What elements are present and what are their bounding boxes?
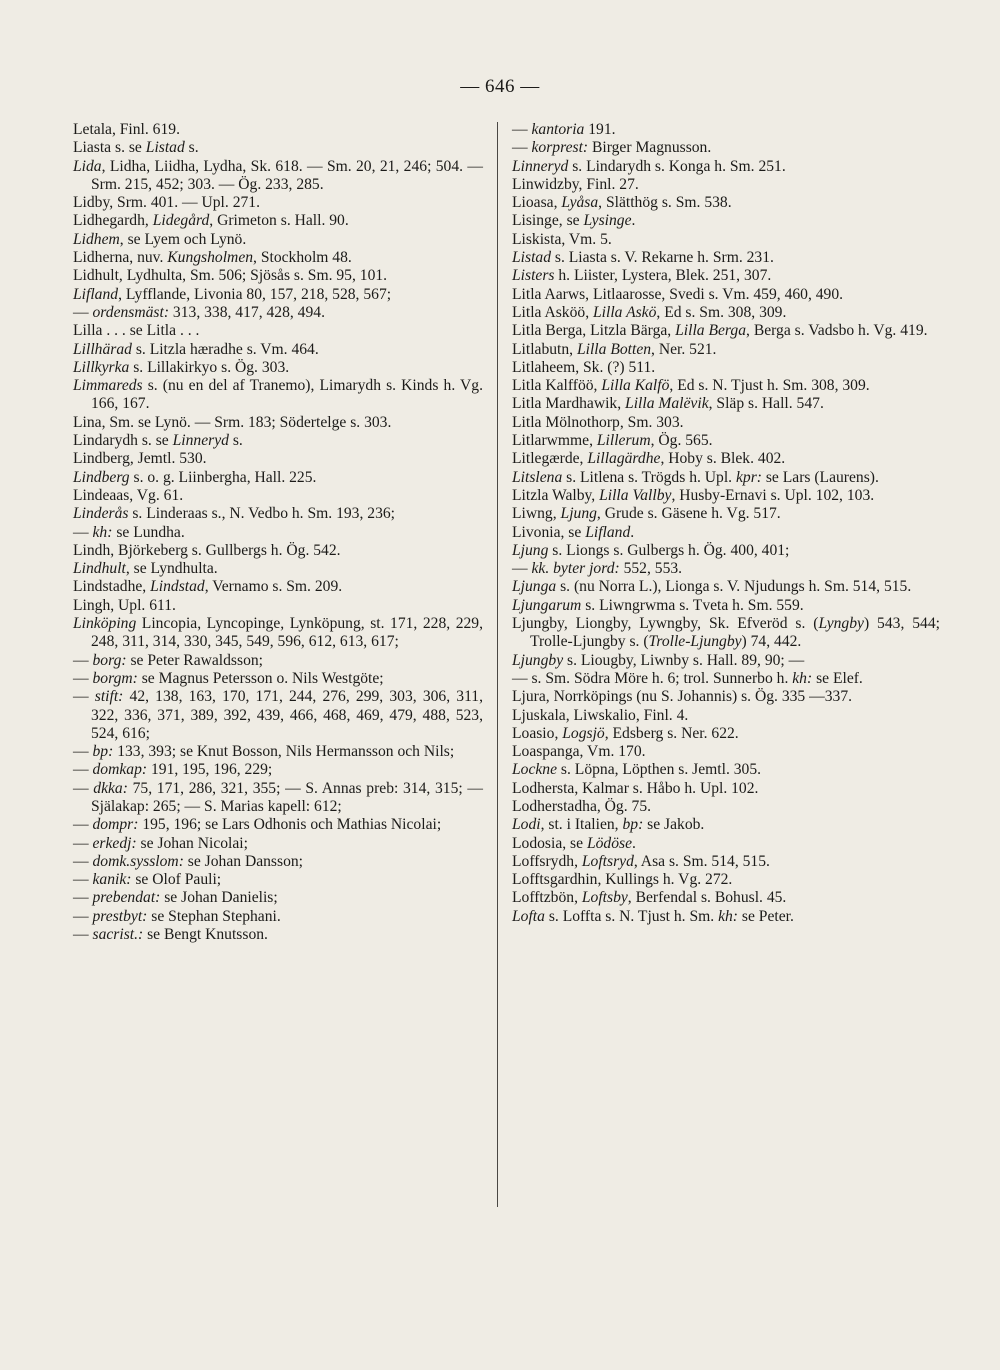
- index-entry: Litla Aarws, Litlaarosse, Svedi s. Vm. 459, 460, 490.: [512, 285, 844, 303]
- index-entry: Lodi, st. i Italien, bp: se Jakob.: [512, 816, 705, 834]
- index-entry: Listers h. Liister, Lystera, Blek. 251, 307.: [512, 267, 772, 285]
- index-entry: Linköping Lincopia, Lyncopinge, Lynköpung, st. 171, 228, 229, 248, 311, 314, 330, 345, 549, 596, 612, 613, 617;: [73, 615, 483, 651]
- index-entry: Lodherstadha, Ög. 75.: [512, 797, 652, 815]
- index-entry: Litla Asköö, Lilla Askö, Ed s. Sm. 308, 309.: [512, 303, 787, 321]
- index-entry: Lioasa, Lyåsa, Slätthög s. Sm. 538.: [512, 194, 732, 212]
- index-entry: Litla Kalfföö, Lilla Kalfö, Ed s. N. Tjust h. Sm. 308, 309.: [512, 377, 870, 395]
- index-entry: — korprest: Birger Magnusson.: [512, 139, 712, 157]
- index-entry: Lidherna, nuv. Kungsholmen, Stockholm 48.: [73, 249, 352, 267]
- index-entry: Lidhegardh, Lidegård, Grimeton s. Hall. 90.: [73, 212, 349, 230]
- index-entry: Ljungby, Liongby, Lywngby, Sk. Efveröd s. (Lyngby) 543, 544; Trolle-Ljungby s. (Trolle-Ljungby) 74, 442.: [512, 615, 940, 651]
- index-entry: Lidhult, Lydhulta, Sm. 506; Sjösås s. Sm. 95, 101.: [73, 267, 388, 285]
- index-entry: Lockne s. Löpna, Löpthen s. Jemtl. 305.: [512, 761, 762, 779]
- index-entry: — s. Sm. Södra Möre h. 6; trol. Sunnerbo h. kh: se Elef.: [512, 669, 863, 687]
- index-entry: — sacrist.: se Bengt Knutsson.: [73, 926, 268, 944]
- index-entry: Ljung s. Liongs s. Gulbergs h. Ög. 400, 401;: [512, 541, 790, 559]
- index-entry: Litslena s. Litlena s. Trögds h. Upl. kpr: se Lars (Laurens).: [512, 468, 879, 486]
- index-entry: Livonia, se Lifland.: [512, 523, 635, 541]
- index-entry: — dompr: 195, 196; se Lars Odhonis och Mathias Nicolai;: [73, 816, 442, 834]
- index-entry: Listad s. Liasta s. V. Rekarne h. Srm. 231.: [512, 249, 774, 267]
- index-entry: Lodhersta, Kalmar s. Håbo h. Upl. 102.: [512, 779, 759, 797]
- index-entry: Liwng, Ljung, Grude s. Gäsene h. Vg. 517.: [512, 505, 781, 523]
- index-entry: Litla Mölnothorp, Sm. 303.: [512, 413, 684, 431]
- index-entry: Liasta s. se Listad s.: [73, 139, 199, 157]
- index-entry: Lodosia, se Lödöse.: [512, 834, 636, 852]
- index-entry: Lindberg, Jemtl. 530.: [73, 450, 207, 468]
- index-entry: Litlabutn, Lilla Botten, Ner. 521.: [512, 340, 717, 358]
- index-entry: Litla Berga, Litzla Bärga, Lilla Berga, Berga s. Vadsbo h. Vg. 419.: [512, 322, 928, 340]
- index-entry: Ljuskala, Liwskalio, Finl. 4.: [512, 706, 689, 724]
- index-entry: — domkap: 191, 195, 196, 229;: [73, 761, 273, 779]
- index-entry: — kantoria 191.: [512, 121, 616, 138]
- index-entry: Litla Mardhawik, Lilla Malëvik, Släp s. Hall. 547.: [512, 395, 824, 413]
- index-entry: Lillhärad s. Litzla hæradhe s. Vm. 464.: [73, 340, 319, 358]
- index-entry: Limmareds s. (nu en del af Tranemo), Limarydh s. Kinds h. Vg. 166, 167.: [73, 377, 483, 413]
- index-column-left: [73, 121, 483, 944]
- index-entry: Lofta s. Loffta s. N. Tjust h. Sm. kh: se Peter.: [512, 907, 794, 925]
- index-entry: Lindhult, se Lyndhulta.: [73, 560, 218, 578]
- index-entry: Loffsrydh, Loftsryd, Asa s. Sm. 514, 515.: [512, 852, 770, 870]
- index-column-right: [512, 121, 940, 926]
- index-entry: Ljungarum s. Liwngrwma s. Tveta h. Sm. 559.: [512, 596, 804, 614]
- column-divider: [497, 122, 498, 1207]
- index-entry: Ljura, Norrköpings (nu S. Johannis) s. Ög. 335 —337.: [512, 688, 853, 706]
- index-entry: — prebendat: se Johan Danielis;: [73, 889, 278, 907]
- index-entry: — kanik: se Olof Pauli;: [73, 871, 222, 889]
- index-entry: Litzla Walby, Lilla Vallby, Husby-Ernavi s. Upl. 102, 103.: [512, 486, 875, 504]
- index-entry: — kh: se Lundha.: [73, 523, 185, 541]
- index-entry: — stift: 42, 138, 163, 170, 171, 244, 276, 299, 303, 306, 311, 322, 336, 371, 389, 392, 439, 466, 468, 469, 479, 488, 523, 524, 616;: [73, 688, 483, 742]
- index-entry: Lofftzbön, Loftsby, Berfendal s. Bohusl. 45.: [512, 889, 787, 907]
- index-entry: Lindarydh s. se Linneryd s.: [73, 432, 243, 450]
- index-entry: — kk. byter jord: 552, 553.: [512, 560, 683, 578]
- index-entry: Lifland, Lyfflande, Livonia 80, 157, 218, 528, 567;: [73, 285, 392, 303]
- index-entry: Lindh, Björkeberg s. Gullbergs h. Ög. 542.: [73, 541, 341, 559]
- index-entry: Lofftsgardhin, Kullings h. Vg. 272.: [512, 871, 733, 889]
- index-entry: Loaspanga, Vm. 170.: [512, 743, 646, 761]
- index-entry: — borgm: se Magnus Petersson o. Nils Westgöte;: [73, 669, 384, 687]
- index-entry: Loasio, Logsjö, Edsberg s. Ner. 622.: [512, 724, 739, 742]
- index-entry: Lindberg s. o. g. Liinbergha, Hall. 225.: [73, 468, 317, 486]
- index-entry: Lina, Sm. se Lynö. — Srm. 183; Södertelge s. 303.: [73, 413, 392, 431]
- index-entry: — domk.sysslom: se Johan Dansson;: [73, 852, 303, 870]
- index-entry: Litlaheem, Sk. (?) 511.: [512, 358, 656, 376]
- index-entry: Ljungby s. Liougby, Liwnby s. Hall. 89, 90; —: [512, 651, 805, 669]
- index-entry: — bp: 133, 393; se Knut Bosson, Nils Hermansson och Nils;: [73, 743, 455, 761]
- index-entry: Lida, Lidha, Liidha, Lydha, Sk. 618. — Sm. 20, 21, 246; 504. — Srm. 215, 452; 303. — Ög. 233, 285.: [73, 157, 483, 193]
- index-entry: Lillkyrka s. Lillakirkyo s. Ög. 303.: [73, 358, 290, 376]
- index-entry: Lisinge, se Lysinge.: [512, 212, 636, 230]
- index-entry: Litlegærde, Lillagärdhe, Hoby s. Blek. 402.: [512, 450, 786, 468]
- index-entry: Lilla . . . se Litla . . .: [73, 322, 200, 340]
- index-entry: Lingh, Upl. 611.: [73, 596, 176, 614]
- index-entry: — erkedj: se Johan Nicolai;: [73, 834, 248, 852]
- index-entry: Liskista, Vm. 5.: [512, 230, 612, 248]
- index-entry: Ljunga s. (nu Norra L.), Lionga s. V. Njudungs h. Sm. 514, 515.: [512, 578, 912, 596]
- page-number: — 646 —: [460, 76, 540, 97]
- index-entry: Lindeaas, Vg. 61.: [73, 486, 184, 504]
- index-entry: — borg: se Peter Rawaldsson;: [73, 651, 264, 669]
- index-entry: — dkka: 75, 171, 286, 321, 355; — S. Annas preb: 314, 315; — Själakap: 265; — S. Marias kapell: 612;: [73, 779, 483, 815]
- index-entry: — ordensmäst: 313, 338, 417, 428, 494.: [73, 303, 325, 321]
- index-entry: Letala, Finl. 619.: [73, 121, 180, 138]
- index-entry: Linneryd s. Lindarydh s. Konga h. Sm. 251.: [512, 157, 786, 175]
- index-entry: Litlarwmme, Lillerum, Ög. 565.: [512, 432, 713, 450]
- index-entry: Lidby, Srm. 401. — Upl. 271.: [73, 194, 260, 212]
- index-entry: Lidhem, se Lyem och Lynö.: [73, 230, 247, 248]
- index-entry: Linwidzby, Finl. 27.: [512, 175, 639, 193]
- index-entry: Lindstadhe, Lindstad, Vernamo s. Sm. 209.: [73, 578, 343, 596]
- index-entry: Linderås s. Linderaas s., N. Vedbo h. Sm. 193, 236;: [73, 505, 395, 523]
- index-entry: — prestbyt: se Stephan Stephani.: [73, 907, 281, 925]
